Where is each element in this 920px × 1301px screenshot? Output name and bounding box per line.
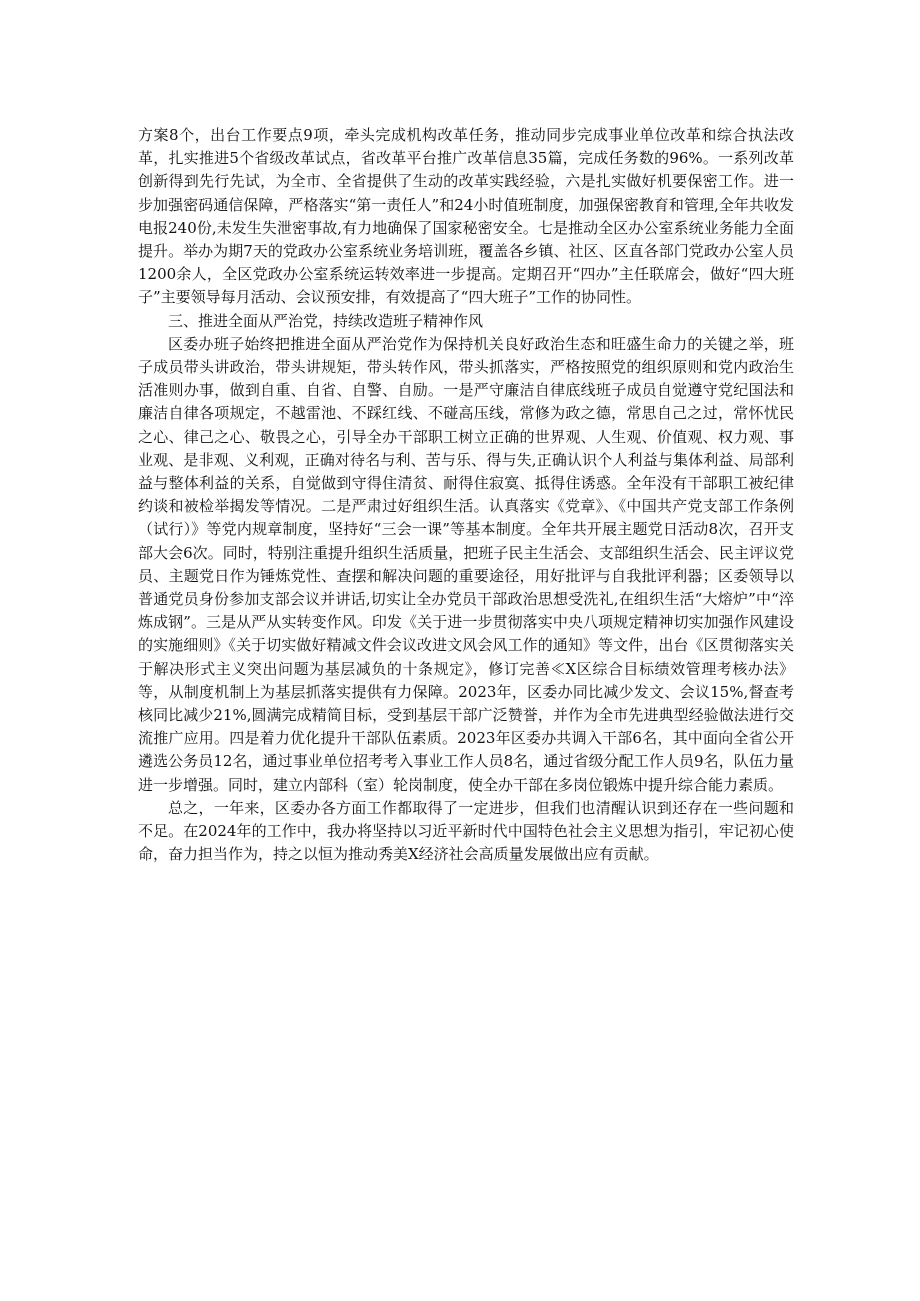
paragraph-reform-summary: 方案8个，出台工作要点9项，牵头完成机构改革任务，推动同步完成事业单位改革和综合执法改革，扎实推进5个省级改革试点，省改革平台推广改革信息35篇，完成任务数的96%。一系列改革创新得到先行先试，为全市、全省提供了生动的改革实践经验，六是扎实做好机要保密工作。进一步加强密码通信保障，严格落实“第一责任人”和24小时值班制度，加强保密教育和管理,全年共收发电报240份,未发生失泄密事故,有力地确保了国家秘密安全。七是推动全区办公室系统业务能力全面提升。举办为期7天的党政办公室系统业务培训班，覆盖各乡镇、社区、区直各部门党政办公室人员1200余人，全区党政办公室系统运转效率进一步提高。定期召开“四办”主任联席会，做好“四大班子”主要领导每月活动、会议预安排，有效提高了“四大班子”工作的协同性。 xyxy=(138,126,794,307)
paragraph-conclusion: 总之，一年来，区委办各方面工作都取得了一定进步，但我们也清醒认识到还存在一些问题和不足。在2024年的工作中，我办将坚持以习近平新时代中国特色社会主义思想为指引，牢记初心使命，奋力担当作为，持之以恒为推动秀美X经济社会高质量发展做出应有贡献。 xyxy=(138,798,794,864)
paragraph-party-discipline: 区委办班子始终把推进全面从严治党作为保持机关良好政治生态和旺盛生命力的关键之举，班子成员带头讲政治，带头讲规矩，带头转作风，带头抓落实，严格按照党的组织原则和党内政治生活准则办事，做到自重、自省、自警、自励。一是严守廉洁自律底线班子成员自觉遵守党纪国法和廉洁自律各项规定，不越雷池、不踩红线、不碰高压线，常修为政之德，常思自己之过，常怀忧民之心、律己之心、敬畏之心，引导全办干部职工树立正确的世界观、人生观、价值观、权力观、事业观、是非观、义利观，正确对待名与利、苦与乐、得与失,正确认识个人利益与集体利益、局部利益与整体利益的关系，自觉做到守得住清贫、耐得住寂寞、抵得住诱惑。全年没有干部职工被纪律约谈和被检举揭发等情况。二是严肃过好组织生活。认真落实《党章》、《中国共产党支部工作条例（试行）》等党内规章制度，坚持好“三会一课”等基本制度。全年共开展主题党日活动8次，召开支部大会6次。同时，特别注重提升组织生活质量，把班子民主生活会、支部组织生活会、民主评议党员、主题党日作为锤炼党性、查摆和解决问题的重要途径，用好批评与自我批评利器；区委领导以普通党员身份参加支部会议并讲话,切实让全办党员干部政治思想受洗礼,在组织生活“大熔炉”中“淬炼成钢”。三是从严从实转变作风。印发《关于进一步贯彻落实中央八项规定精神切实加强作风建设的实施细则》《关于切实做好精减文件会议改进文风会风工作的通知》等文件，出台《区贯彻落实关于解决形式主义突出问题为基层减负的十条规定》，修订完善≪X区综合目标绩效管理考核办法》等，从制度机制上为基层抓落实提供有力保障。2023年，区委办同比减少发文、会议15%,督查考核同比减少21%,圆满完成精简目标，受到基层干部广泛赞誉，并作为全市先进典型经验做法进行交流推广应用。四是着力优化提升干部队伍素质。2023年区委办共调入干部6名，其中面向全省公开遴选公务员12名，通过事业单位招考考入事业工作人员8名，通过省级分配工作人员9名，队伍力量进一步增强。同时，建立内部科（室）轮岗制度，使全办干部在多岗位锻炼中提升综合能力素质。 xyxy=(138,334,794,794)
document-body xyxy=(138,124,794,867)
section-heading-3: 三、推进全面从严治党，持续改造班子精神作风 xyxy=(168,311,484,330)
